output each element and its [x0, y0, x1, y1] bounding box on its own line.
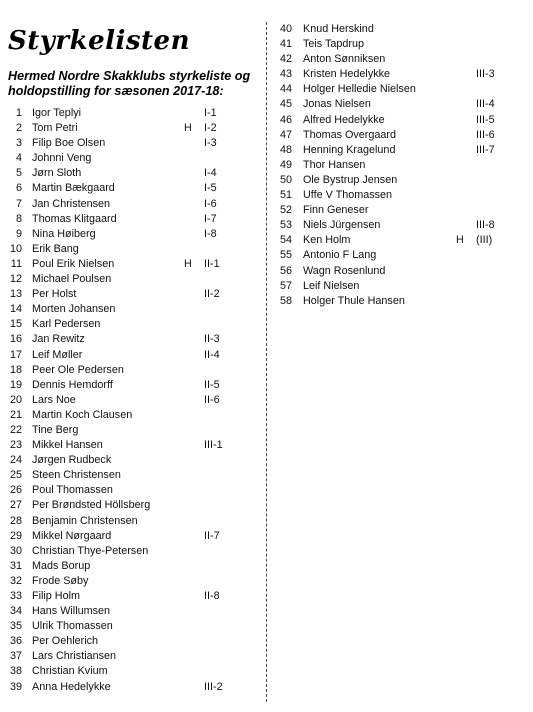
player-name: Ken Holm: [303, 234, 351, 247]
player-name: Thomas Klitgaard: [32, 212, 117, 225]
list-item: [0, 272, 262, 287]
list-item: [0, 453, 262, 468]
list-item: [0, 332, 262, 347]
player-board: II-1: [204, 257, 220, 270]
player-name: Leif Møller: [32, 348, 83, 361]
player-mark: H: [456, 234, 464, 247]
list-item: [0, 498, 262, 513]
list-item: [0, 393, 262, 408]
player-name: Antonio F Lang: [303, 249, 377, 262]
list-item: [0, 544, 262, 559]
player-name: Poul Erik Nielsen: [32, 257, 115, 270]
player-name: Mikkel Hansen: [32, 439, 103, 452]
player-rank: 11: [10, 257, 22, 270]
player-name: Teis Tapdrup: [303, 38, 365, 51]
player-name: Jørgen Rudbeck: [32, 454, 112, 467]
list-item: [270, 294, 533, 309]
player-rank: 49: [279, 158, 292, 171]
list-item: [270, 52, 533, 67]
player-rank: 37: [9, 650, 22, 663]
player-rank: 29: [9, 529, 22, 542]
player-name: Peer Ole Pedersen: [32, 363, 124, 376]
player-rank: 9: [15, 227, 22, 240]
player-name: Lars Noe: [32, 393, 76, 406]
player-name: Igor Teplyi: [32, 107, 82, 119]
player-rank: 43: [279, 68, 292, 81]
player-rank: 15: [9, 318, 22, 331]
list-item: [270, 113, 533, 128]
list-item: [0, 166, 262, 181]
list-item: [0, 136, 262, 151]
player-rank: 19: [9, 378, 22, 391]
player-name: Nina Høiberg: [32, 227, 96, 240]
player-rank: 50: [279, 173, 292, 186]
player-name: Kristen Hedelykke: [303, 68, 391, 81]
player-rank: 35: [9, 620, 22, 633]
page-subtitle: Hermed Nordre Skakklubs styrkeliste og holdopstilling for sæsonen 2017-18:: [8, 69, 251, 98]
list-item: [270, 248, 533, 263]
player-rank: 12: [9, 273, 22, 286]
player-name: Ole Bystrup Jensen: [303, 173, 398, 186]
list-item: [0, 589, 262, 604]
ranking-list-left-column: [0, 106, 262, 695]
list-item: [0, 212, 262, 227]
player-name: Anna Hedelykke: [32, 680, 111, 693]
player-board: II-4: [204, 348, 220, 361]
list-item: [270, 264, 533, 279]
player-rank: 2: [15, 122, 22, 135]
list-item: [0, 483, 262, 498]
player-name: Steen Christensen: [32, 469, 121, 482]
player-rank: 33: [9, 590, 22, 602]
player-rank: 25: [9, 469, 22, 482]
list-item: [0, 664, 262, 679]
player-name: Thor Hansen: [303, 158, 366, 171]
player-name: Michael Poulsen: [32, 273, 112, 286]
player-rank: 58: [279, 294, 292, 307]
player-name: Jan Christensen: [32, 197, 111, 210]
player-rank: 22: [9, 423, 22, 436]
player-rank: 48: [279, 143, 292, 156]
player-name: Christian Thye-Petersen: [32, 544, 149, 557]
player-board: I-4: [204, 167, 217, 180]
player-board: III-1: [204, 439, 223, 452]
player-rank: 18: [9, 363, 22, 376]
player-name: Niels Jürgensen: [303, 219, 381, 232]
list-item: [0, 121, 262, 136]
player-rank: 42: [279, 53, 292, 66]
list-item: [270, 279, 533, 294]
player-rank: 6: [15, 182, 22, 195]
player-name: Thomas Overgaard: [303, 128, 397, 141]
player-rank: 24: [9, 454, 22, 467]
player-name: Per Oehlerich: [32, 635, 99, 648]
player-rank: 34: [9, 605, 22, 618]
player-name: Per Brøndsted Höllsberg: [32, 499, 151, 512]
player-name: Leif Nielsen: [303, 279, 360, 292]
list-item: [0, 197, 262, 212]
player-board: III-5: [476, 113, 495, 126]
player-mark: H: [184, 122, 192, 135]
player-mark: H: [184, 257, 192, 270]
list-item: [0, 468, 262, 483]
player-name: Mikkel Nørgaard: [32, 529, 112, 542]
player-name: Wagn Rosenlund: [303, 264, 386, 277]
player-rank: 7: [15, 197, 22, 210]
player-rank: 4: [15, 152, 22, 165]
player-name: Poul Thomassen: [32, 484, 113, 497]
player-board: III-7: [476, 143, 495, 156]
player-name: Jørn Sloth: [32, 167, 82, 180]
player-board: I-1: [204, 107, 217, 119]
list-item: [270, 188, 533, 203]
player-rank: 45: [279, 98, 292, 111]
player-name: Jan Rewitz: [32, 333, 85, 346]
list-item: [0, 559, 262, 574]
player-board: I-3: [204, 137, 217, 150]
player-rank: 32: [9, 574, 22, 587]
player-name: Ulrik Thomassen: [32, 620, 113, 633]
player-board: II-3: [204, 333, 220, 346]
player-rank: 3: [15, 137, 22, 150]
list-item: [0, 438, 262, 453]
list-item: [270, 233, 533, 248]
list-item: [0, 242, 262, 257]
player-name: Benjamin Christensen: [32, 514, 138, 527]
player-board: III-4: [476, 98, 495, 111]
list-item: [0, 363, 262, 378]
player-name: Anton Sønniksen: [303, 53, 386, 66]
list-item: [0, 317, 262, 332]
list-item: [0, 257, 262, 272]
player-name: Martin Koch Clausen: [32, 408, 133, 421]
player-name: Karl Pedersen: [32, 318, 101, 331]
player-rank: 30: [9, 544, 22, 557]
player-name: Tom Petri: [32, 122, 78, 135]
player-rank: 39: [9, 680, 22, 693]
player-rank: 13: [9, 288, 22, 301]
list-item: [0, 649, 262, 664]
list-item: [270, 128, 533, 143]
player-board: II-2: [204, 288, 220, 301]
player-name: Filip Boe Olsen: [32, 137, 106, 150]
player-rank: 10: [9, 242, 22, 255]
player-name: Knud Herskind: [303, 23, 374, 35]
player-board: II-8: [204, 590, 220, 602]
player-name: Erik Bang: [32, 242, 79, 255]
list-item: [0, 227, 262, 242]
player-rank: 5: [15, 167, 22, 180]
player-board: III-8: [476, 219, 495, 232]
player-rank: 47: [279, 128, 292, 141]
page-title: Styrkelisten: [8, 26, 190, 56]
list-item: [270, 158, 533, 173]
player-board: II-5: [204, 378, 220, 391]
player-board: III-3: [476, 68, 495, 81]
player-rank: 17: [9, 348, 22, 361]
player-name: Hans Willumsen: [32, 605, 110, 618]
player-name: Morten Johansen: [32, 303, 116, 316]
player-rank: 53: [279, 219, 292, 232]
list-item: [270, 22, 533, 37]
player-rank: 51: [279, 189, 292, 202]
list-item: [270, 97, 533, 112]
list-item: [270, 37, 533, 52]
player-name: Tine Berg: [32, 423, 79, 436]
player-rank: 1: [15, 107, 22, 119]
player-name: Finn Geneser: [303, 204, 369, 217]
player-rank: 57: [279, 279, 292, 292]
list-item: [0, 106, 262, 121]
list-item: [270, 67, 533, 82]
list-item: [0, 423, 262, 438]
player-rank: 20: [9, 393, 22, 406]
player-rank: 26: [9, 484, 22, 497]
player-rank: 52: [279, 204, 292, 217]
list-item: [270, 143, 533, 158]
player-rank: 31: [9, 559, 22, 572]
player-board: I-5: [204, 182, 217, 195]
list-item: [0, 514, 262, 529]
player-name: Christian Kvium: [32, 665, 108, 678]
list-item: [0, 634, 262, 649]
player-board: II-7: [204, 529, 220, 542]
player-rank: 38: [9, 665, 22, 678]
player-board: I-6: [204, 197, 217, 210]
player-name: Uffe V Thomassen: [303, 189, 393, 202]
player-name: Per Holst: [32, 288, 77, 301]
player-name: Lars Christiansen: [32, 650, 117, 663]
list-item: [270, 82, 533, 97]
list-item: [0, 574, 262, 589]
player-name: Mads Borup: [32, 559, 91, 572]
player-rank: 8: [15, 212, 22, 225]
player-name: Jonas Nielsen: [303, 98, 371, 111]
player-rank: 23: [9, 439, 22, 452]
player-name: Holger Helledie Nielsen: [303, 83, 416, 96]
list-item: [270, 203, 533, 218]
list-item: [270, 173, 533, 188]
list-item: [0, 302, 262, 317]
player-name: Martin Bækgaard: [32, 182, 115, 195]
player-rank: 14: [9, 303, 22, 316]
player-rank: 41: [279, 38, 292, 51]
player-board: III-6: [476, 128, 495, 141]
player-board: I-2: [204, 122, 217, 135]
player-rank: 55: [279, 249, 292, 262]
list-item: [0, 604, 262, 619]
player-rank: 40: [279, 23, 292, 35]
list-item: [0, 348, 262, 363]
player-rank: 28: [9, 514, 22, 527]
column-divider: [266, 22, 267, 702]
player-rank: 56: [279, 264, 292, 277]
list-item: [0, 680, 262, 695]
list-item: [0, 181, 262, 196]
player-name: Johnni Veng: [32, 152, 92, 165]
player-board: III-2: [204, 680, 223, 693]
player-rank: 21: [9, 408, 22, 421]
player-board: I-8: [204, 227, 217, 240]
player-rank: 27: [9, 499, 22, 512]
list-item: [270, 218, 533, 233]
player-name: Henning Kragelund: [303, 143, 396, 156]
player-name: Frode Søby: [32, 574, 89, 587]
list-item: [0, 378, 262, 393]
player-rank: 54: [279, 234, 292, 247]
player-rank: 36: [9, 635, 22, 648]
player-rank: 16: [9, 333, 22, 346]
player-name: Holger Thule Hansen: [303, 294, 405, 307]
list-item: [0, 151, 262, 166]
list-item: [0, 408, 262, 423]
player-board: I-7: [204, 212, 217, 225]
player-name: Alfred Hedelykke: [303, 113, 385, 126]
player-board: II-6: [204, 393, 220, 406]
list-item: [0, 619, 262, 634]
player-name: Dennis Hemdorff: [32, 378, 113, 391]
player-rank: 44: [279, 83, 292, 96]
player-name: Filip Holm: [32, 590, 80, 602]
player-board: (III): [476, 234, 493, 247]
list-item: [0, 529, 262, 544]
player-rank: 46: [279, 113, 292, 126]
list-item: [0, 287, 262, 302]
ranking-list-right-column: [270, 22, 533, 309]
